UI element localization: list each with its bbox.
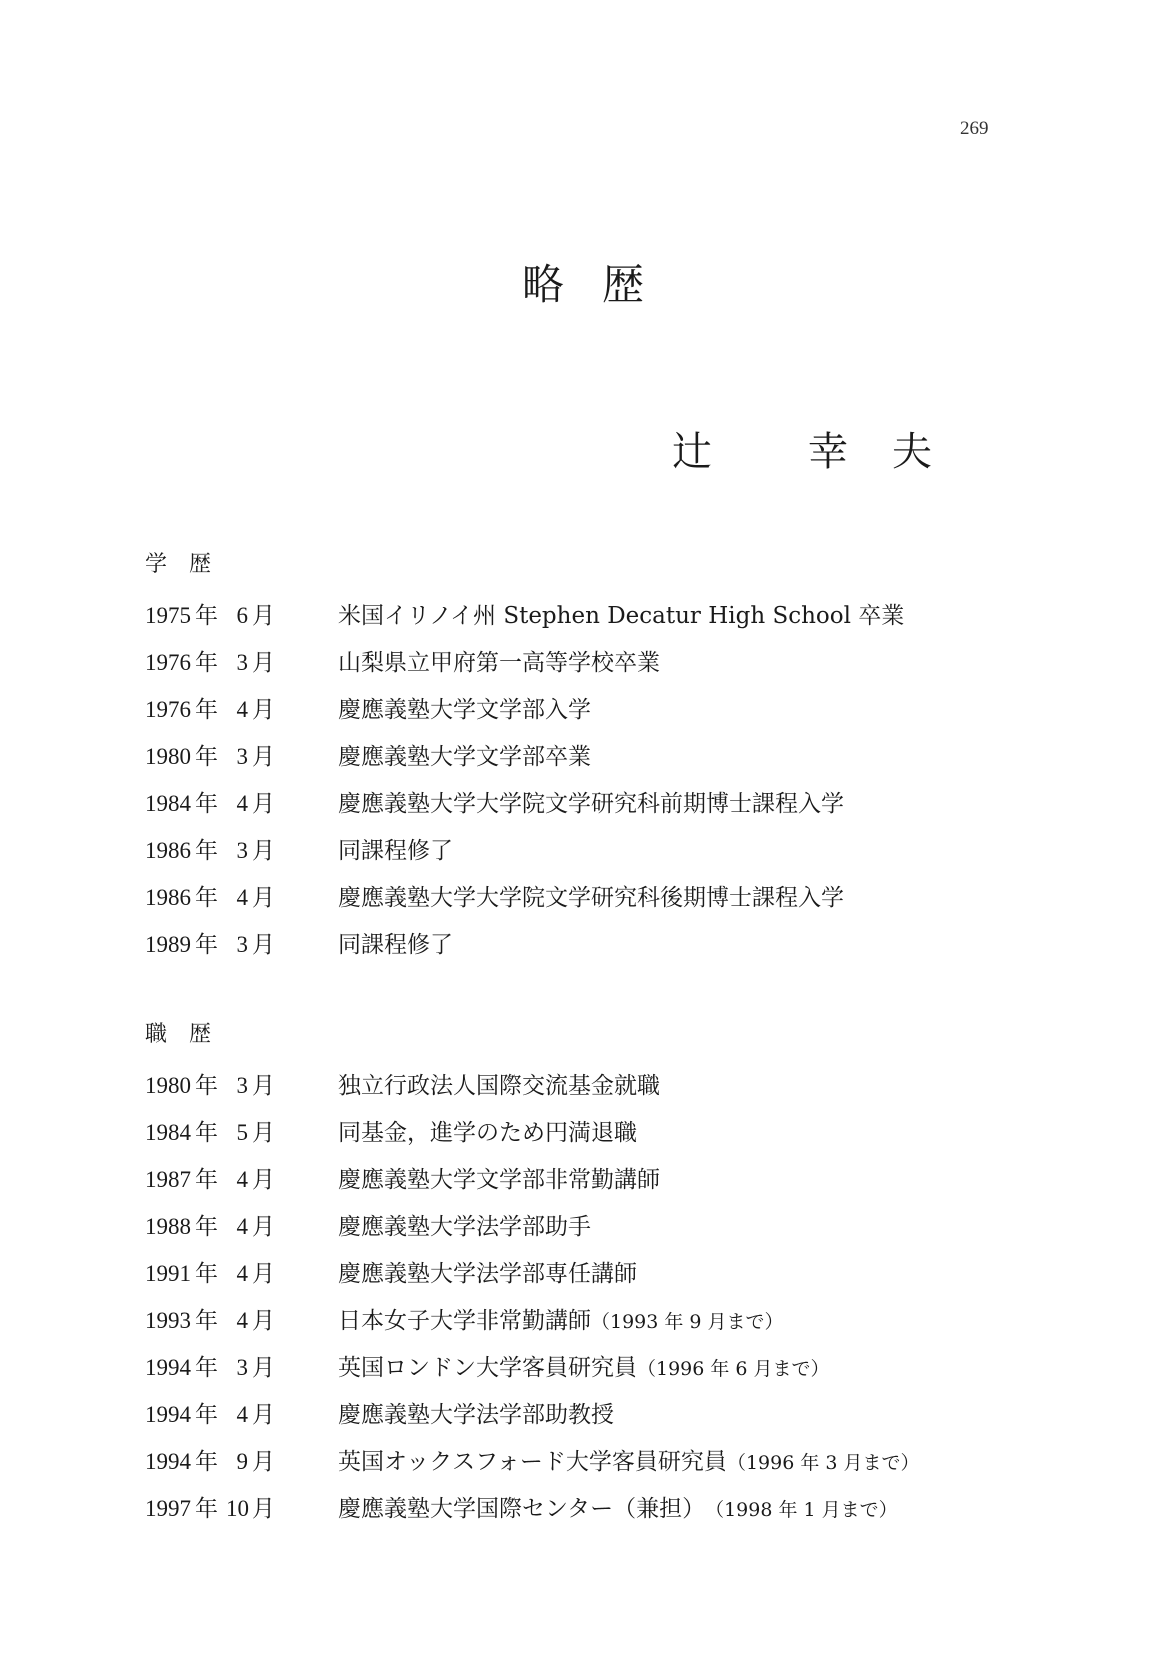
history-entry [145, 592, 1045, 639]
entry-year-unit: 年 [195, 697, 218, 723]
history-entry [145, 1156, 1045, 1203]
entry-date [145, 827, 338, 875]
entry-date [145, 686, 338, 734]
entry-month: 4 [236, 1308, 248, 1333]
history-entry [145, 1485, 1045, 1532]
entry-description: 同基金，進学のため円満退職 [338, 1120, 637, 1146]
entry-month: 3 [236, 932, 248, 957]
entry-year: 1986 [145, 838, 191, 863]
entry-description: 日本女子大学非常勤講師 [338, 1308, 591, 1334]
entry-year-unit: 年 [195, 1167, 218, 1193]
career-heading: 職歴 [145, 1022, 234, 1047]
entry-month-unit: 月 [252, 1120, 275, 1146]
entry-month-unit: 月 [252, 791, 275, 817]
entry-year: 1980 [145, 744, 191, 769]
entry-month-unit: 月 [252, 1261, 275, 1287]
entry-description: 英国ロンドン大学客員研究員 [338, 1355, 637, 1381]
entry-description: 慶應義塾大学文学部非常勤講師 [338, 1167, 660, 1193]
entry-month: 4 [236, 1214, 248, 1239]
history-entry [145, 1203, 1045, 1250]
entry-description: 慶應義塾大学大学院文学研究科前期博士課程入学 [338, 791, 844, 817]
entry-month: 5 [236, 1120, 248, 1145]
entry-date [145, 874, 338, 922]
history-entry [145, 1297, 1045, 1344]
entry-month-unit: 月 [252, 1449, 275, 1475]
entry-date [145, 921, 338, 969]
entry-year: 1991 [145, 1261, 191, 1286]
entry-month-unit: 月 [252, 1402, 275, 1428]
entry-month-unit: 月 [252, 697, 275, 723]
entry-description: 慶應義塾大学文学部入学 [338, 697, 591, 723]
entry-description: 独立行政法人国際交流基金就職 [338, 1073, 660, 1099]
entry-year: 1986 [145, 885, 191, 910]
entry-year-unit: 年 [195, 1308, 218, 1334]
entry-year: 1988 [145, 1214, 191, 1239]
entry-date [145, 1250, 338, 1298]
entry-month: 3 [236, 744, 248, 769]
entry-date [145, 1062, 338, 1110]
entry-year-unit: 年 [195, 1261, 218, 1287]
career-list [145, 1062, 1045, 1532]
entry-year: 1976 [145, 697, 191, 722]
entry-year-unit: 年 [195, 1449, 218, 1475]
page-number: 269 [960, 118, 989, 139]
education-heading: 学歴 [145, 552, 234, 577]
entry-date [145, 639, 338, 687]
page-title: 略歴 [521, 260, 682, 309]
history-entry [145, 1344, 1045, 1391]
entry-month-unit: 月 [252, 838, 275, 864]
history-entry [145, 1250, 1045, 1297]
entry-year: 1984 [145, 791, 191, 816]
entry-year-unit: 年 [195, 838, 218, 864]
entry-year-unit: 年 [195, 603, 218, 629]
entry-month-unit: 月 [252, 885, 275, 911]
entry-date [145, 1344, 338, 1392]
entry-month: 10 [226, 1496, 249, 1521]
entry-month: 4 [236, 885, 248, 910]
author-given-name: 幸夫 [808, 429, 976, 475]
entry-year: 1997 [145, 1496, 191, 1521]
entry-date [145, 1438, 338, 1486]
author-family-name: 辻 [672, 429, 712, 475]
entry-month: 4 [236, 1402, 248, 1427]
history-entry [145, 686, 1045, 733]
entry-note: （1993 年 9 月まで） [591, 1311, 784, 1333]
entry-year-unit: 年 [195, 1214, 218, 1240]
history-entry [145, 1438, 1045, 1485]
entry-year-unit: 年 [195, 1402, 218, 1428]
entry-month: 3 [236, 650, 248, 675]
history-entry [145, 874, 1045, 921]
entry-month: 4 [236, 791, 248, 816]
history-entry [145, 1109, 1045, 1156]
education-list [145, 592, 1045, 968]
history-entry [145, 733, 1045, 780]
entry-description: 同課程修了 [338, 838, 453, 864]
entry-description: 同課程修了 [338, 932, 453, 958]
entry-date [145, 1391, 338, 1439]
entry-month: 3 [236, 1073, 248, 1098]
entry-year: 1984 [145, 1120, 191, 1145]
entry-year: 1987 [145, 1167, 191, 1192]
entry-date [145, 1203, 338, 1251]
entry-month-unit: 月 [252, 650, 275, 676]
entry-date [145, 1109, 338, 1157]
entry-year-unit: 年 [195, 1120, 218, 1146]
entry-year-unit: 年 [195, 1496, 218, 1522]
entry-month-unit: 月 [252, 1355, 275, 1381]
entry-year-unit: 年 [195, 744, 218, 770]
entry-date [145, 592, 338, 640]
entry-month: 9 [236, 1449, 248, 1474]
history-entry [145, 827, 1045, 874]
entry-date [145, 1297, 338, 1345]
career-section [145, 1020, 1045, 1532]
entry-month-unit: 月 [252, 744, 275, 770]
entry-month: 3 [236, 1355, 248, 1380]
entry-note: （1996 年 3 月まで） [726, 1452, 920, 1474]
entry-month: 3 [236, 838, 248, 863]
author-name [672, 420, 976, 477]
entry-description: 慶應義塾大学法学部助教授 [338, 1402, 614, 1428]
entry-date [145, 1156, 338, 1204]
entry-date [145, 780, 338, 828]
entry-year-unit: 年 [195, 1355, 218, 1381]
entry-year-unit: 年 [195, 885, 218, 911]
entry-month-unit: 月 [252, 1496, 275, 1522]
entry-description: 慶應義塾大学国際センター（兼担） [338, 1496, 706, 1522]
entry-description: 慶應義塾大学法学部専任講師 [338, 1261, 637, 1287]
entry-year-unit: 年 [195, 932, 218, 958]
history-entry [145, 1391, 1045, 1438]
entry-month: 4 [236, 1261, 248, 1286]
entry-month-unit: 月 [252, 932, 275, 958]
entry-note: （1998 年 1 月まで） [705, 1499, 898, 1521]
entry-month-unit: 月 [252, 1167, 275, 1193]
entry-year-unit: 年 [195, 650, 218, 676]
entry-year: 1975 [145, 603, 191, 628]
entry-month: 6 [236, 603, 248, 628]
entry-month: 4 [236, 1167, 248, 1192]
entry-description: 慶應義塾大学大学院文学研究科後期博士課程入学 [338, 885, 844, 911]
entry-date [145, 1485, 338, 1533]
entry-year: 1993 [145, 1308, 191, 1333]
entry-month-unit: 月 [252, 1308, 275, 1334]
education-section [145, 550, 1045, 968]
entry-month-unit: 月 [252, 603, 275, 629]
entry-year: 1980 [145, 1073, 191, 1098]
entry-description: 山梨県立甲府第一高等学校卒業 [338, 650, 660, 676]
entry-month: 4 [236, 697, 248, 722]
entry-month-unit: 月 [252, 1214, 275, 1240]
entry-year: 1976 [145, 650, 191, 675]
entry-description: 英国オックスフォード大学客員研究員 [338, 1449, 727, 1475]
entry-description: 慶應義塾大学文学部卒業 [338, 744, 591, 770]
entry-description: 慶應義塾大学法学部助手 [338, 1214, 591, 1240]
history-entry [145, 780, 1045, 827]
entry-month-unit: 月 [252, 1073, 275, 1099]
history-entry [145, 921, 1045, 968]
entry-year: 1994 [145, 1355, 191, 1380]
entry-year-unit: 年 [195, 1073, 218, 1099]
entry-note: （1996 年 6 月まで） [637, 1358, 830, 1380]
history-entry [145, 1062, 1045, 1109]
history-entry [145, 639, 1045, 686]
entry-year-unit: 年 [195, 791, 218, 817]
entry-year: 1994 [145, 1449, 191, 1474]
entry-year: 1994 [145, 1402, 191, 1427]
entry-date [145, 733, 338, 781]
entry-year: 1989 [145, 932, 191, 957]
entry-description: 米国イリノイ州 Stephen Decatur High School 卒業 [338, 603, 905, 629]
